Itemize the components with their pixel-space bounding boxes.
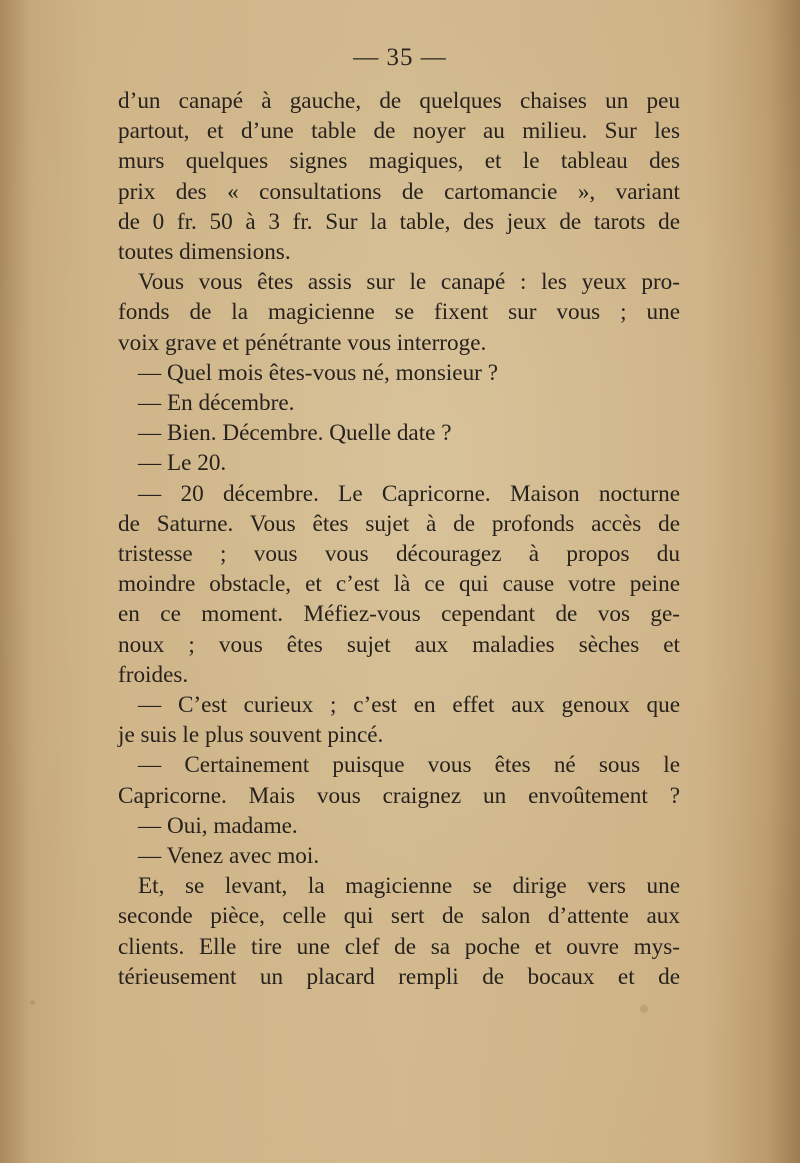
text-body [118, 86, 680, 992]
text-line: moindre obstacle, et c’est là ce qui cause votre peine [118, 571, 680, 598]
text-line: — 20 décembre. Le Capricorne. Maison nocturne [138, 480, 680, 507]
paper-stain [640, 1005, 648, 1013]
text-line: seconde pièce, celle qui sert de salon d’attente aux [118, 903, 680, 930]
text-line: — En décembre. [138, 390, 295, 417]
text-line: — Certainement puisque vous êtes né sous le [138, 752, 680, 779]
text-line: toutes dimensions. [118, 239, 291, 266]
text-line: — Quel mois êtes-vous né, monsieur ? [138, 359, 498, 386]
text-line: — Venez avec moi. [138, 843, 320, 870]
text-line: d’un canapé à gauche, de quelques chaises un peu [118, 88, 680, 114]
text-line: clients. Elle tire une clef de sa poche et ouvre mys- [118, 933, 680, 960]
text-line: voix grave et pénétrante vous interroge. [118, 329, 487, 356]
paper-stain [30, 1000, 35, 1005]
text-line: Capricorne. Mais vous craignez un envoûtement ? [118, 782, 680, 809]
text-line: térieusement un placard rempli de bocaux et de [118, 963, 680, 990]
text-line: prix des « consultations de cartomancie », variant [118, 178, 680, 205]
page-number: — 35 — [353, 44, 447, 71]
text-line: de Saturne. Vous êtes sujet à de profonds accès de [118, 510, 680, 537]
text-line: noux ; vous êtes sujet aux maladies sèches et [118, 631, 680, 658]
text-line: je suis le plus souvent pincé. [118, 722, 384, 749]
text-line: Et, se levant, la magicienne se dirige vers une [138, 873, 680, 900]
text-line: — Le 20. [138, 450, 227, 477]
text-line: Vous vous êtes assis sur le canapé : les yeux pro- [138, 269, 680, 296]
text-line: de 0 fr. 50 à 3 fr. Sur la table, des jeux de tarots de [118, 208, 680, 235]
text-line: — C’est curieux ; c’est en effet aux genoux que [138, 692, 680, 719]
text-line: partout, et d’une table de noyer au milieu. Sur les [118, 118, 680, 145]
text-line: fonds de la magicienne se fixent sur vous ; une [118, 299, 680, 326]
text-line: tristesse ; vous vous découragez à propos du [118, 541, 680, 568]
text-line: — Bien. Décembre. Quelle date ? [138, 420, 452, 447]
text-line: froides. [118, 661, 189, 688]
text-line: — Oui, madame. [138, 812, 298, 839]
text-line: murs quelques signes magiques, et le tableau des [118, 148, 680, 175]
text-line: en ce moment. Méfiez-vous cependant de vos ge- [118, 601, 680, 628]
